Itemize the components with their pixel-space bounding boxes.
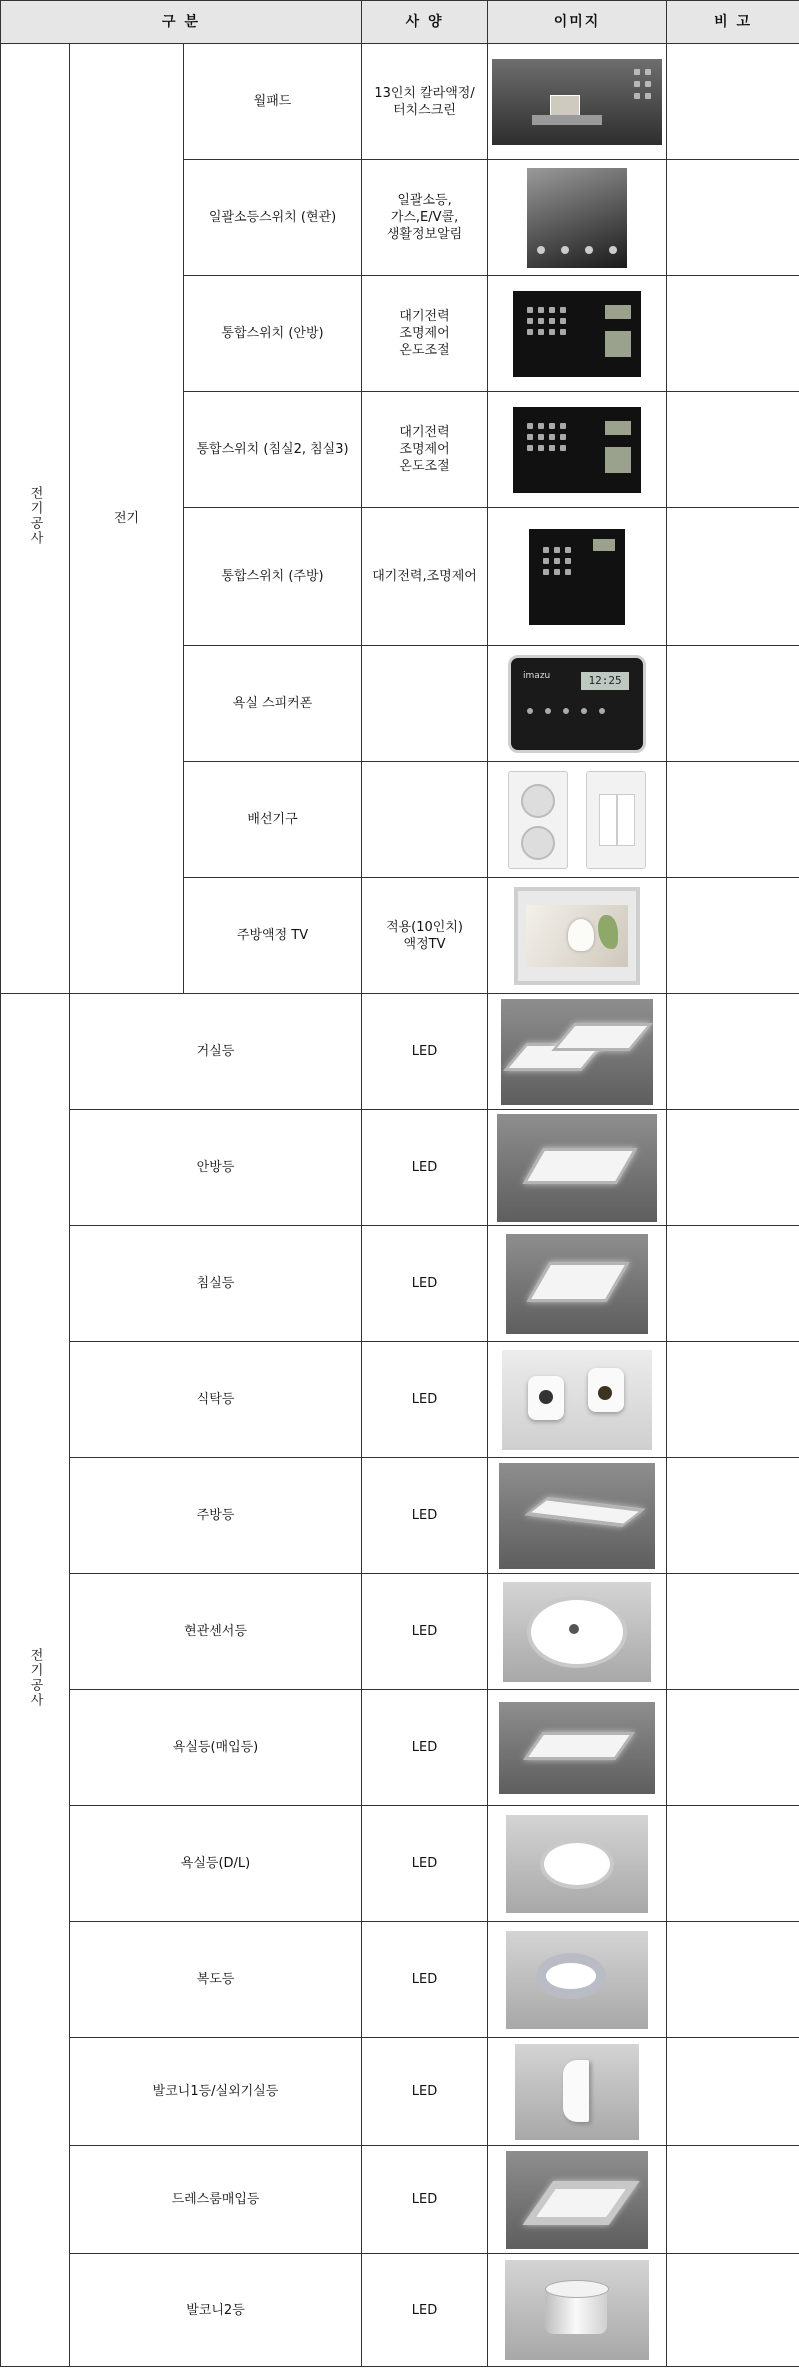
item-name: 배선기구 (184, 762, 362, 878)
table-row (1, 994, 799, 1110)
item-name: 통합스위치 (주방) (184, 508, 362, 646)
table-row (1, 2146, 799, 2254)
item-name: 주방등 (70, 1458, 362, 1574)
item-image-cell (488, 160, 667, 276)
item-name: 현관센서등 (70, 1574, 362, 1690)
item-note (667, 276, 799, 392)
item-name: 욕실 스피커폰 (184, 646, 362, 762)
item-name: 발코니1등/실외기실등 (70, 2038, 362, 2146)
item-note (667, 2038, 799, 2146)
item-spec: LED (362, 1690, 488, 1806)
item-image-cell (488, 1226, 667, 1342)
wallpad-image (492, 59, 662, 145)
item-image-cell (488, 2254, 667, 2367)
entrance-sensor-light-image (503, 1582, 651, 1682)
table-row (1, 1110, 799, 1226)
item-image-cell (488, 1342, 667, 1458)
item-spec (362, 646, 488, 762)
item-note (667, 646, 799, 762)
item-spec: LED (362, 1458, 488, 1574)
item-note (667, 1226, 799, 1342)
item-note (667, 878, 799, 994)
table-row (1, 1922, 799, 2038)
item-name: 드레스룸매입등 (70, 2146, 362, 2254)
bedroom-light-image (506, 1234, 648, 1334)
item-note (667, 44, 799, 160)
item-spec: LED (362, 2146, 488, 2254)
bathroom-downlight-image (506, 1815, 648, 1913)
kitchen-tv-image (514, 887, 640, 985)
table-row (1, 1690, 799, 1806)
bathroom-recessed-light-image (499, 1702, 655, 1794)
item-spec: LED (362, 1574, 488, 1690)
item-image-cell (488, 994, 667, 1110)
outlet-switch-image (502, 771, 652, 869)
kitchen-switch-image (529, 529, 625, 625)
header-note: 비 고 (667, 1, 799, 44)
master-switch-image (527, 168, 627, 268)
dressroom-recessed-light-image (506, 2151, 648, 2249)
bathroom-speakerphone-image (508, 655, 646, 753)
group-label-electrical-1: 전기공사 (1, 44, 70, 994)
item-note (667, 1922, 799, 2038)
header-image: 이미지 (488, 1, 667, 44)
integrated-switch-image (513, 407, 641, 493)
table-row (1, 1226, 799, 1342)
item-name: 발코니2등 (70, 2254, 362, 2367)
item-note (667, 1690, 799, 1806)
table-row (1, 1806, 799, 1922)
item-image-cell (488, 2146, 667, 2254)
balcony-ceiling-light-image (505, 2260, 649, 2360)
item-image-cell (488, 392, 667, 508)
subgroup-label-electric: 전기 (70, 44, 184, 994)
speakerphone-brand: imazu (523, 670, 551, 681)
item-image-cell (488, 878, 667, 994)
item-name: 주방액정 TV (184, 878, 362, 994)
table-row (1, 2254, 799, 2367)
item-image-cell (488, 1110, 667, 1226)
item-note (667, 762, 799, 878)
living-room-light-image (501, 999, 653, 1105)
item-image-cell (488, 1690, 667, 1806)
item-image-cell (488, 1922, 667, 2038)
hallway-light-image (506, 1931, 648, 2029)
integrated-switch-image (513, 291, 641, 377)
item-note (667, 2254, 799, 2367)
item-name: 거실등 (70, 994, 362, 1110)
item-name: 욕실등(D/L) (70, 1806, 362, 1922)
item-name: 통합스위치 (안방) (184, 276, 362, 392)
item-spec: LED (362, 2038, 488, 2146)
item-name: 식탁등 (70, 1342, 362, 1458)
group-label-electrical-2: 전기공사 (1, 994, 70, 2367)
kitchen-light-image (499, 1463, 655, 1569)
item-note (667, 1574, 799, 1690)
item-spec (362, 762, 488, 878)
item-note (667, 1342, 799, 1458)
item-spec: 대기전력 조명제어 온도조절 (362, 392, 488, 508)
speakerphone-clock: 12:25 (581, 672, 629, 690)
item-spec: LED (362, 994, 488, 1110)
item-note (667, 1806, 799, 1922)
item-spec: LED (362, 2254, 488, 2367)
header-spec: 사 양 (362, 1, 488, 44)
item-note (667, 2146, 799, 2254)
item-note (667, 994, 799, 1110)
item-name: 침실등 (70, 1226, 362, 1342)
item-name: 월패드 (184, 44, 362, 160)
table-row (1, 1458, 799, 1574)
item-image-cell (488, 508, 667, 646)
item-spec: LED (362, 1110, 488, 1226)
item-image-cell (488, 762, 667, 878)
item-spec: 13인치 칼라액정/ 터치스크린 (362, 44, 488, 160)
item-name: 통합스위치 (침실2, 침실3) (184, 392, 362, 508)
item-note (667, 1458, 799, 1574)
item-spec: LED (362, 1806, 488, 1922)
item-image-cell (488, 1806, 667, 1922)
table-row (1, 44, 799, 160)
item-spec: 대기전력,조명제어 (362, 508, 488, 646)
item-note (667, 160, 799, 276)
item-name: 욕실등(매입등) (70, 1690, 362, 1806)
item-note (667, 1110, 799, 1226)
dining-spotlight-image (502, 1350, 652, 1450)
header-row (1, 1, 799, 44)
item-spec: 일괄소등, 가스,E/V콜, 생활정보알림 (362, 160, 488, 276)
item-note (667, 508, 799, 646)
item-spec: LED (362, 1226, 488, 1342)
item-image-cell (488, 646, 667, 762)
table-row (1, 1342, 799, 1458)
item-spec: 대기전력 조명제어 온도조절 (362, 276, 488, 392)
item-image-cell (488, 1574, 667, 1690)
item-image-cell (488, 1458, 667, 1574)
item-spec: 적용(10인치) 액정TV (362, 878, 488, 994)
item-spec: LED (362, 1922, 488, 2038)
item-spec: LED (362, 1342, 488, 1458)
item-image-cell (488, 276, 667, 392)
item-image-cell (488, 44, 667, 160)
item-name: 일괄소등스위치 (현관) (184, 160, 362, 276)
table-row (1, 2038, 799, 2146)
item-note (667, 392, 799, 508)
header-category: 구 분 (1, 1, 362, 44)
balcony-wall-light-image (515, 2044, 639, 2140)
item-image-cell (488, 2038, 667, 2146)
table-row (1, 1574, 799, 1690)
item-name: 복도등 (70, 1922, 362, 2038)
master-bedroom-light-image (497, 1114, 657, 1222)
item-name: 안방등 (70, 1110, 362, 1226)
